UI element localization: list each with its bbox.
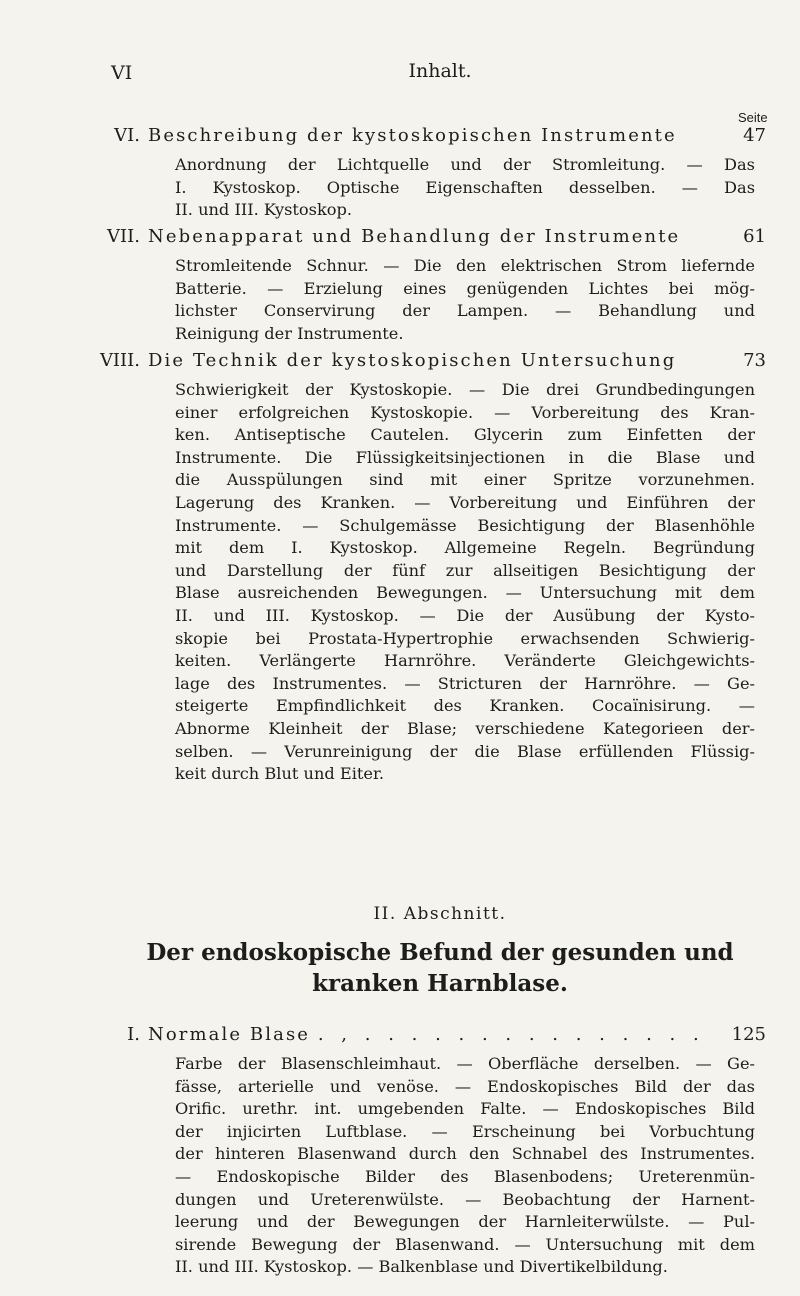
summary-line: steigerte Empfindlichkeit des Kranken. Cocaïnisirung. — <box>175 696 755 716</box>
entry-number: I. <box>127 1024 140 1045</box>
part-title-line-2: kranken Harnblase. <box>312 970 568 997</box>
summary-line: II. und III. Kystoskop. — Die der Ausübung der Kysto- <box>175 605 755 625</box>
page-column-label: Seite <box>738 110 768 125</box>
summary-line: II. und III. Kystoskop. <box>175 200 353 220</box>
summary-line: selben. — Verunreinigung der die Blase erfüllenden Flüssig- <box>175 741 755 761</box>
entry-page: 61 <box>743 226 766 247</box>
summary-line: sirende Bewegung der Blasenwand. — Untersuchung mit dem <box>175 1234 755 1254</box>
summary-line: Farbe der Blasenschleimhaut. — Oberfläche derselben. — Ge- <box>175 1054 755 1073</box>
summary-line: ken. Antiseptische Cautelen. Glycerin zum Einfetten der <box>175 425 755 445</box>
entry-title: Die Technik der kystoskopischen Untersuchung <box>148 350 677 371</box>
section-label: II. Abschnitt. <box>373 904 507 924</box>
entry-summary <box>175 379 755 786</box>
summary-line: der injicirten Luftblase. — Erscheinung bei Vorbuchtung <box>175 1121 755 1141</box>
summary-line: lichster Conservirung der Lampen. — Behandlung und <box>175 301 755 321</box>
entry-summary <box>175 255 755 345</box>
entry-title: Beschreibung der kystoskopischen Instrumente <box>148 125 677 146</box>
summary-line: keit durch Blut und Eiter. <box>175 764 385 784</box>
entry-summary <box>175 1053 755 1279</box>
summary-line: mit dem I. Kystoskop. Allgemeine Regeln. Begründung <box>175 538 755 558</box>
running-head: Inhalt. <box>408 60 472 82</box>
summary-line: Instrumente. — Schulgemässe Besichtigung der Blasenhöhle <box>175 515 755 535</box>
entry-page: 73 <box>743 350 766 371</box>
summary-line: Blase ausreichenden Bewegungen. — Untersuchung mit dem <box>175 583 755 603</box>
summary-line: Lagerung des Kranken. — Vorbereitung und Einführen der <box>175 492 755 512</box>
summary-line: Batterie. — Erzielung eines genügenden Lichtes bei mög- <box>175 278 755 298</box>
entry-title-text: Normale Blase <box>148 1024 311 1045</box>
summary-line: — Endoskopische Bilder des Blasenbodens; Ureterenmün- <box>175 1166 755 1186</box>
entry-page: 47 <box>743 125 766 146</box>
entry-number: VI. <box>114 125 140 146</box>
summary-line: Instrumente. Die Flüssigkeitsinjectionen in die Blase und <box>175 447 755 467</box>
summary-line: leerung und der Bewegungen der Harnleiterwülste. — Pul- <box>175 1212 755 1232</box>
summary-line: I. Kystoskop. Optische Eigenschaften desselben. — Das <box>175 177 755 197</box>
dot-leader: . , . . . . . . . . . . . . . . . <box>317 1024 705 1045</box>
entry-summary <box>175 154 755 222</box>
summary-line: die Ausspülungen sind mit einer Spritze vorzunehmen. <box>175 470 755 490</box>
summary-line: Orific. urethr. int. umgebenden Falte. — Endoskopisches Bild <box>175 1099 755 1119</box>
page-number-roman: VI <box>111 62 133 84</box>
summary-line: und Darstellung der fünf zur allseitigen Besichtigung der <box>175 560 755 580</box>
summary-line: fässe, arterielle und venöse. — Endoskopisches Bild der das <box>175 1076 755 1096</box>
summary-line: Schwierigkeit der Kystoskopie. — Die drei Grundbedingungen <box>175 380 755 399</box>
entry-number: VIII. <box>99 350 140 371</box>
part-title-line-1: Der endoskopische Befund der gesunden und <box>146 939 734 966</box>
entry-title: Nebenapparat und Behandlung der Instrumente <box>148 226 681 247</box>
summary-line: II. und III. Kystoskop. — Balkenblase und Divertikelbildung. <box>175 1257 668 1277</box>
summary-line: der hinteren Blasenwand durch den Schnabel des Instrumentes. <box>175 1144 755 1164</box>
summary-line: keiten. Verlängerte Harnröhre. Veränderte Gleichgewichts- <box>175 651 755 671</box>
summary-line: Reinigung der Instrumente. <box>175 323 404 343</box>
summary-line: Abnorme Kleinheit der Blase; verschiedene Kategorieen der- <box>175 718 755 738</box>
entry-page: 125 <box>731 1024 766 1045</box>
summary-line: lage des Instrumentes. — Stricturen der Harnröhre. — Ge- <box>175 673 755 693</box>
summary-line: Stromleitende Schnur. — Die den elektrischen Strom liefernde <box>175 256 755 275</box>
entry-number: VII. <box>107 226 140 247</box>
summary-line: Anordnung der Lichtquelle und der Stromleitung. — Das <box>175 155 755 174</box>
summary-line: skopie bei Prostata-Hypertrophie erwachsenden Schwierig- <box>175 628 755 648</box>
summary-line: einer erfolgreichen Kystoskopie. — Vorbereitung des Kran- <box>175 402 755 422</box>
summary-line: dungen und Ureterenwülste. — Beobachtung der Harnent- <box>175 1189 755 1209</box>
entry-title <box>148 1024 705 1045</box>
